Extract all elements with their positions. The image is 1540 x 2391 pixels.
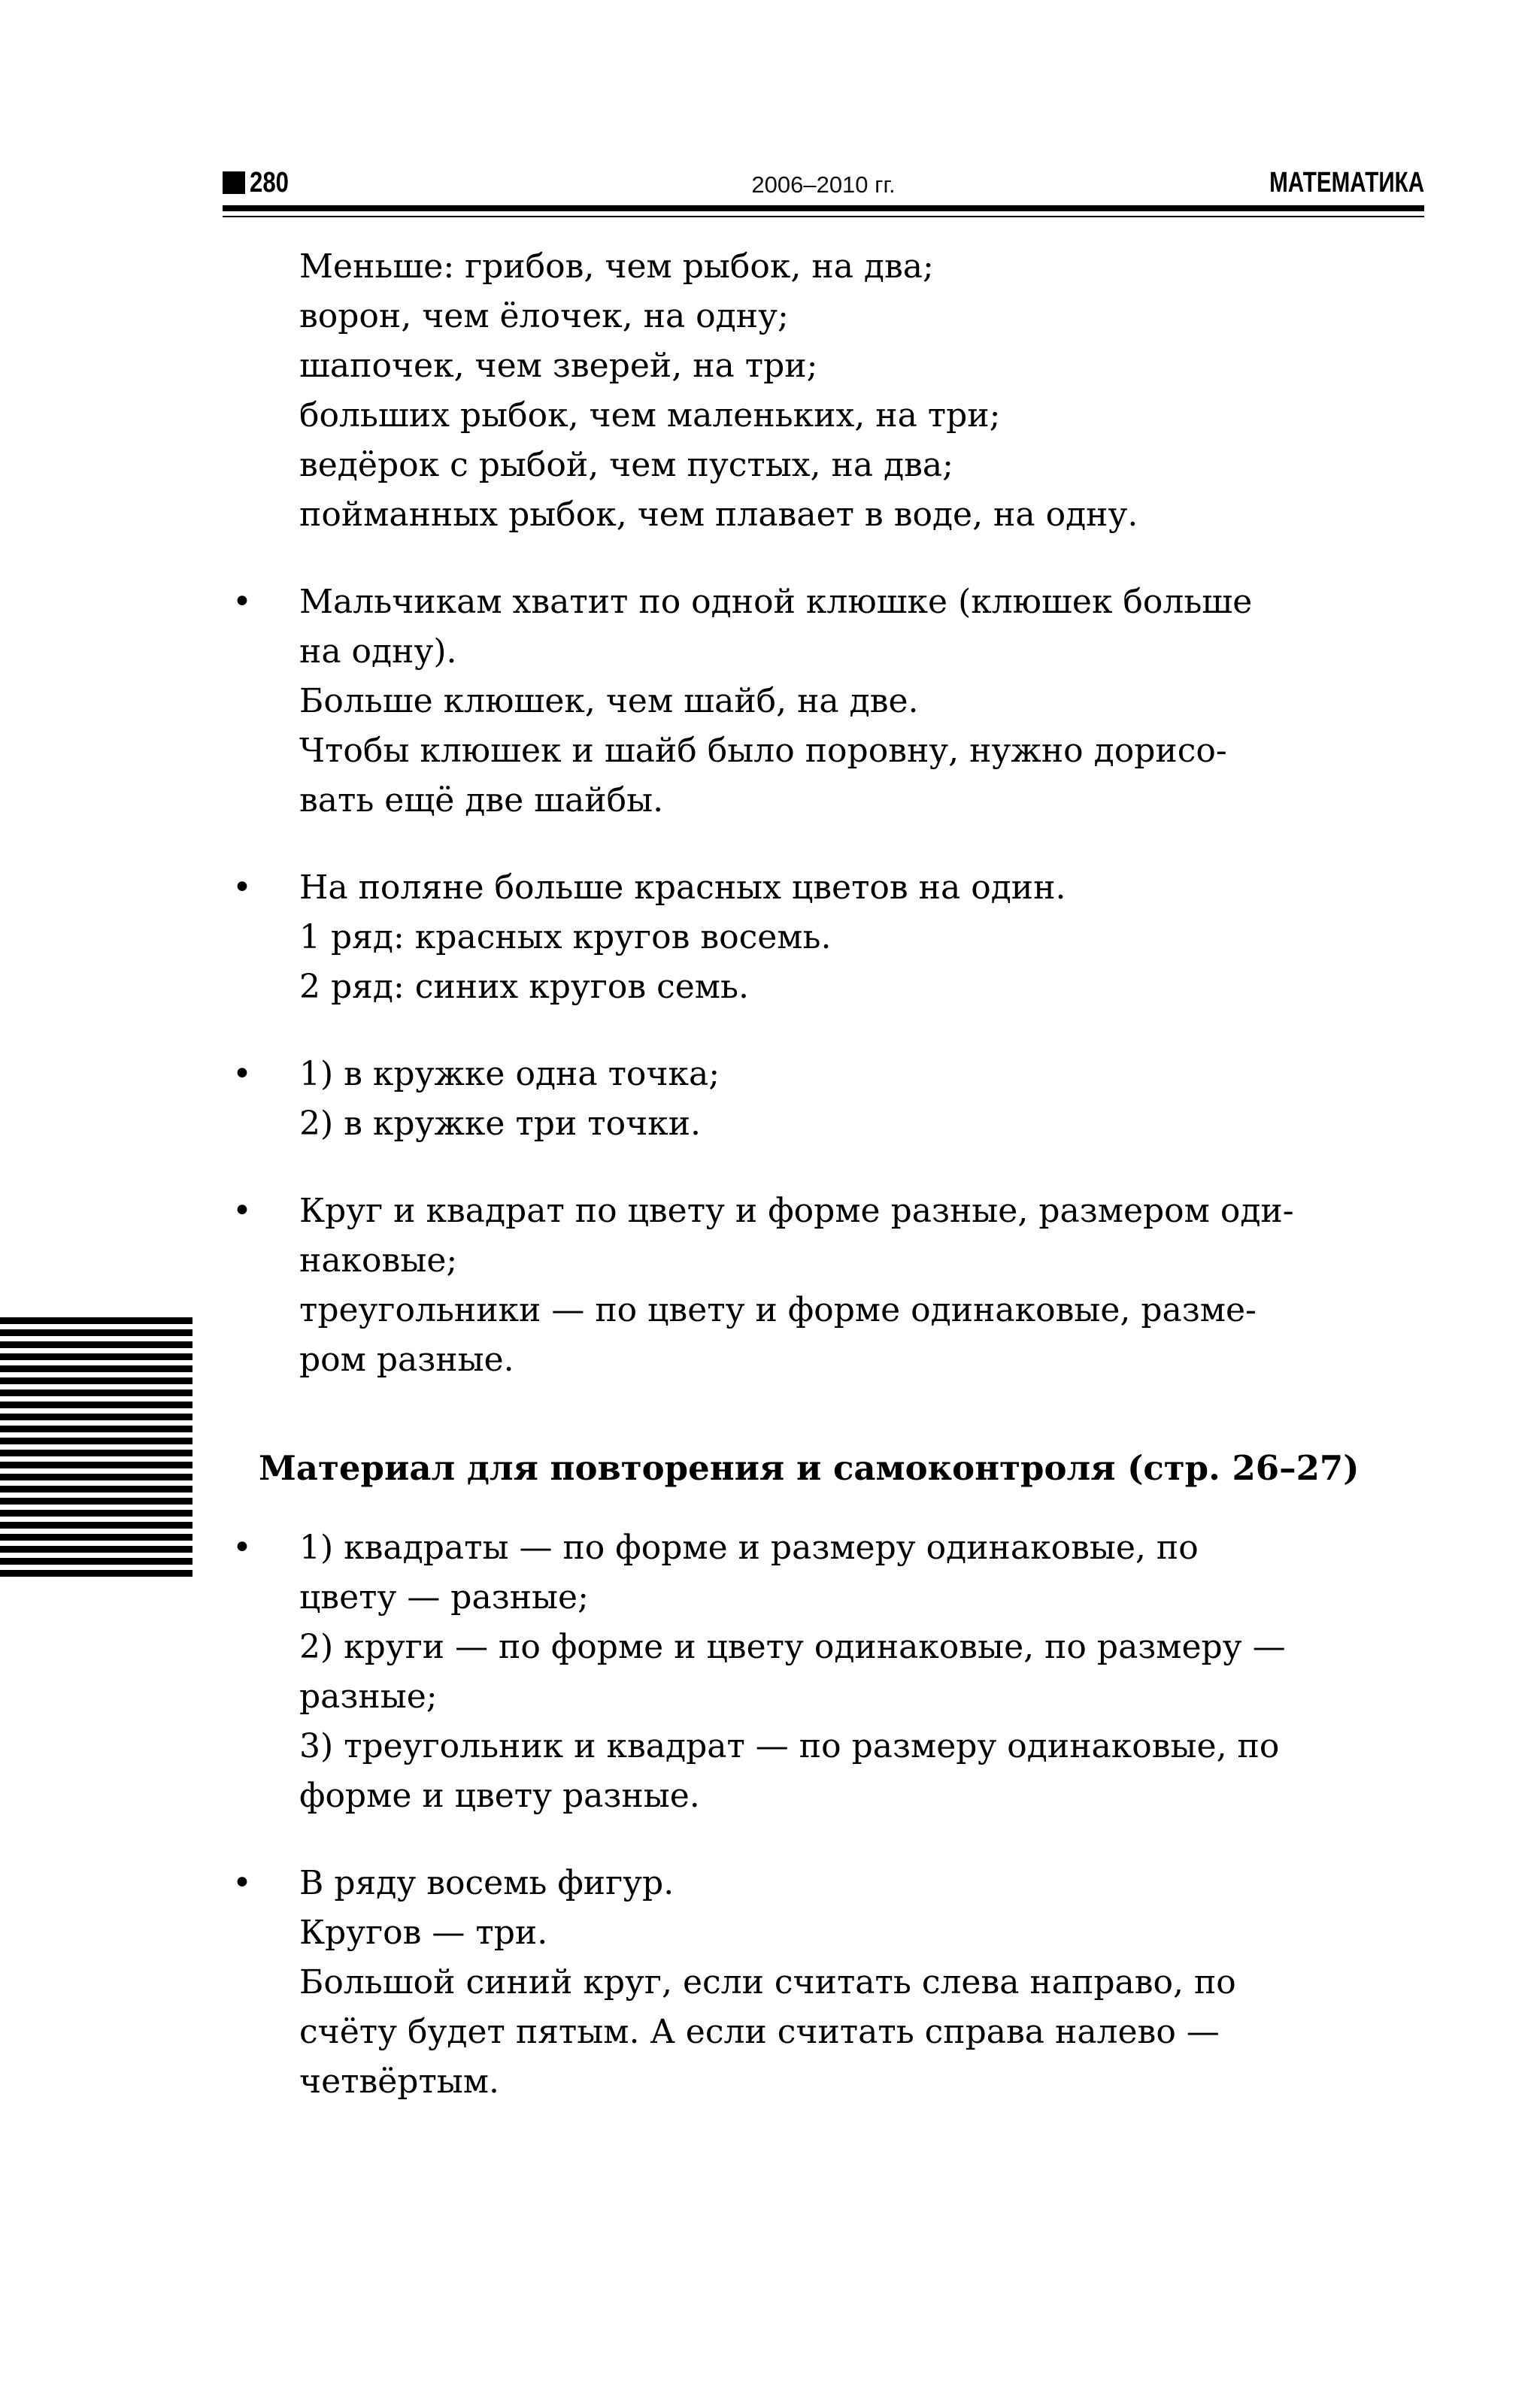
- text-line: 1) квадраты — по форме и размеру одинаковые, по: [299, 1529, 1199, 1567]
- answer-block: [226, 577, 1424, 826]
- text-line: вать ещё две шайбы.: [299, 781, 664, 820]
- answer-block: [226, 1050, 1424, 1149]
- text-line: Меньше: грибов, чем рыбок, на два;: [299, 247, 934, 286]
- text-line: Большой синий круг, если считать слева направо, по: [299, 1963, 1236, 2002]
- text-line: 3) треугольник и квадрат — по размеру одинаковые, по: [299, 1727, 1280, 1765]
- text-line: пойманных рыбок, чем плавает в воде, на одну.: [299, 495, 1138, 534]
- text-line: 1) в кружке одна точка;: [299, 1055, 720, 1093]
- page-number: 280: [250, 167, 289, 198]
- text-line: 2 ряд: синих кругов семь.: [299, 968, 749, 1006]
- bullet-icon: •: [232, 583, 252, 621]
- header-rule-thin: [223, 216, 1424, 217]
- answer-block: [226, 1186, 1424, 1385]
- chapter-thumb-index-marker: [0, 1317, 192, 1580]
- bullet-icon: •: [232, 1055, 252, 1093]
- text-line: 1 ряд: красных кругов восемь.: [299, 918, 832, 956]
- bullet-icon: •: [232, 868, 252, 907]
- section-heading: Материал для повторения и самоконтроля (стр. 26–27): [259, 1448, 1360, 1488]
- text-line: счёту будет пятым. А если считать справа налево —: [299, 2013, 1220, 2051]
- answer-block: [226, 863, 1424, 1012]
- text-line: Мальчикам хватит по одной клюшке (клюшек больше: [299, 583, 1253, 621]
- text-line: Кругов — три.: [299, 1914, 548, 1952]
- text-line: Чтобы клюшек и шайб было поровну, нужно дорисо-: [299, 732, 1227, 770]
- answer-block: [226, 1523, 1424, 1821]
- text-line: Круг и квадрат по цвету и форме разные, размером оди-: [299, 1192, 1294, 1230]
- text-line: 2) круги — по форме и цвету одинаковые, по размеру —: [299, 1628, 1286, 1666]
- text-line: разные;: [299, 1677, 438, 1716]
- text-line: ведёрок с рыбой, чем пустых, на два;: [299, 446, 953, 484]
- header-subject: МАТЕМАТИКА: [1269, 167, 1424, 198]
- text-line: на одну).: [299, 632, 457, 671]
- header-years: 2006–2010 гг.: [751, 171, 896, 198]
- text-line: 2) в кружке три точки.: [299, 1105, 702, 1143]
- text-line: ром разные.: [299, 1341, 514, 1379]
- text-line: больших рыбок, чем маленьких, на три;: [299, 396, 1001, 435]
- bullet-icon: •: [232, 1192, 252, 1230]
- header-rule-thick: [223, 205, 1424, 211]
- text-line: четвёртым.: [299, 2062, 500, 2101]
- text-line: Больше клюшек, чем шайб, на две.: [299, 682, 919, 720]
- answer-block: [226, 1859, 1424, 2107]
- text-line: На поляне больше красных цветов на один.: [299, 868, 1066, 907]
- text-line: ворон, чем ёлочек, на одну;: [299, 297, 789, 335]
- text-line: треугольники — по цвету и форме одинаковые, разме-: [299, 1291, 1257, 1329]
- text-line: В ряду восемь фигур.: [299, 1864, 675, 1902]
- page-body: [226, 242, 1424, 2107]
- text-line: наковые;: [299, 1241, 458, 1280]
- text-line: шапочек, чем зверей, на три;: [299, 347, 818, 385]
- answer-block: [226, 242, 1424, 540]
- bullet-icon: •: [232, 1529, 252, 1567]
- bullet-icon: •: [232, 1864, 252, 1902]
- text-line: цвету — разные;: [299, 1578, 589, 1617]
- text-line: форме и цвету разные.: [299, 1777, 700, 1815]
